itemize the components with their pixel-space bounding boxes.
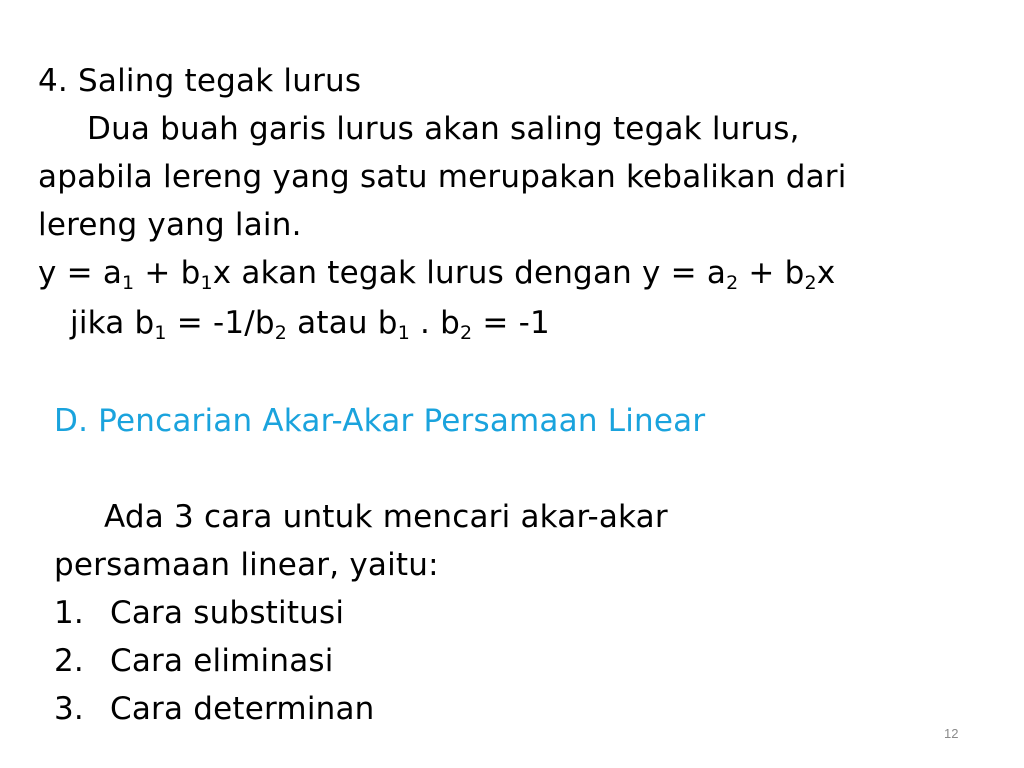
list-item-text: Cara determinan (110, 691, 375, 727)
list-item (54, 592, 344, 634)
section-d-heading: D. Pencarian Akar-Akar Persamaan Linear (54, 403, 706, 439)
list-item-text: Cara eliminasi (110, 643, 334, 679)
list-item-number: 3. (54, 691, 84, 727)
paragraph-line-3: lereng yang lain. (38, 207, 302, 243)
list-item (54, 640, 334, 682)
list-item (54, 688, 375, 730)
equation-condition: jika $b_1 = -1/b_2$ atau $b_1$ . $b_2 = -1$ (70, 305, 550, 344)
list-item-number: 2. (54, 643, 84, 679)
page-number: 12 (944, 726, 959, 741)
intro-line-1: Ada 3 cara untuk mencari akar-akar (104, 499, 668, 535)
section-4-title: 4. Saling tegak lurus (38, 63, 362, 99)
paragraph-line-2: apabila lereng yang satu merupakan kebalikan dari (38, 159, 847, 195)
paragraph-line-1: Dua buah garis lurus akan saling tegak lurus, (87, 111, 800, 147)
list-item-text: Cara substitusi (110, 595, 345, 631)
equation-perpendicular-lines: $y = a_1 + b_1x$ akan tegak lurus dengan $y = a_2 + b_2x$ (38, 255, 836, 294)
intro-line-2: persamaan linear, yaitu: (54, 547, 439, 583)
list-item-number: 1. (54, 595, 84, 631)
